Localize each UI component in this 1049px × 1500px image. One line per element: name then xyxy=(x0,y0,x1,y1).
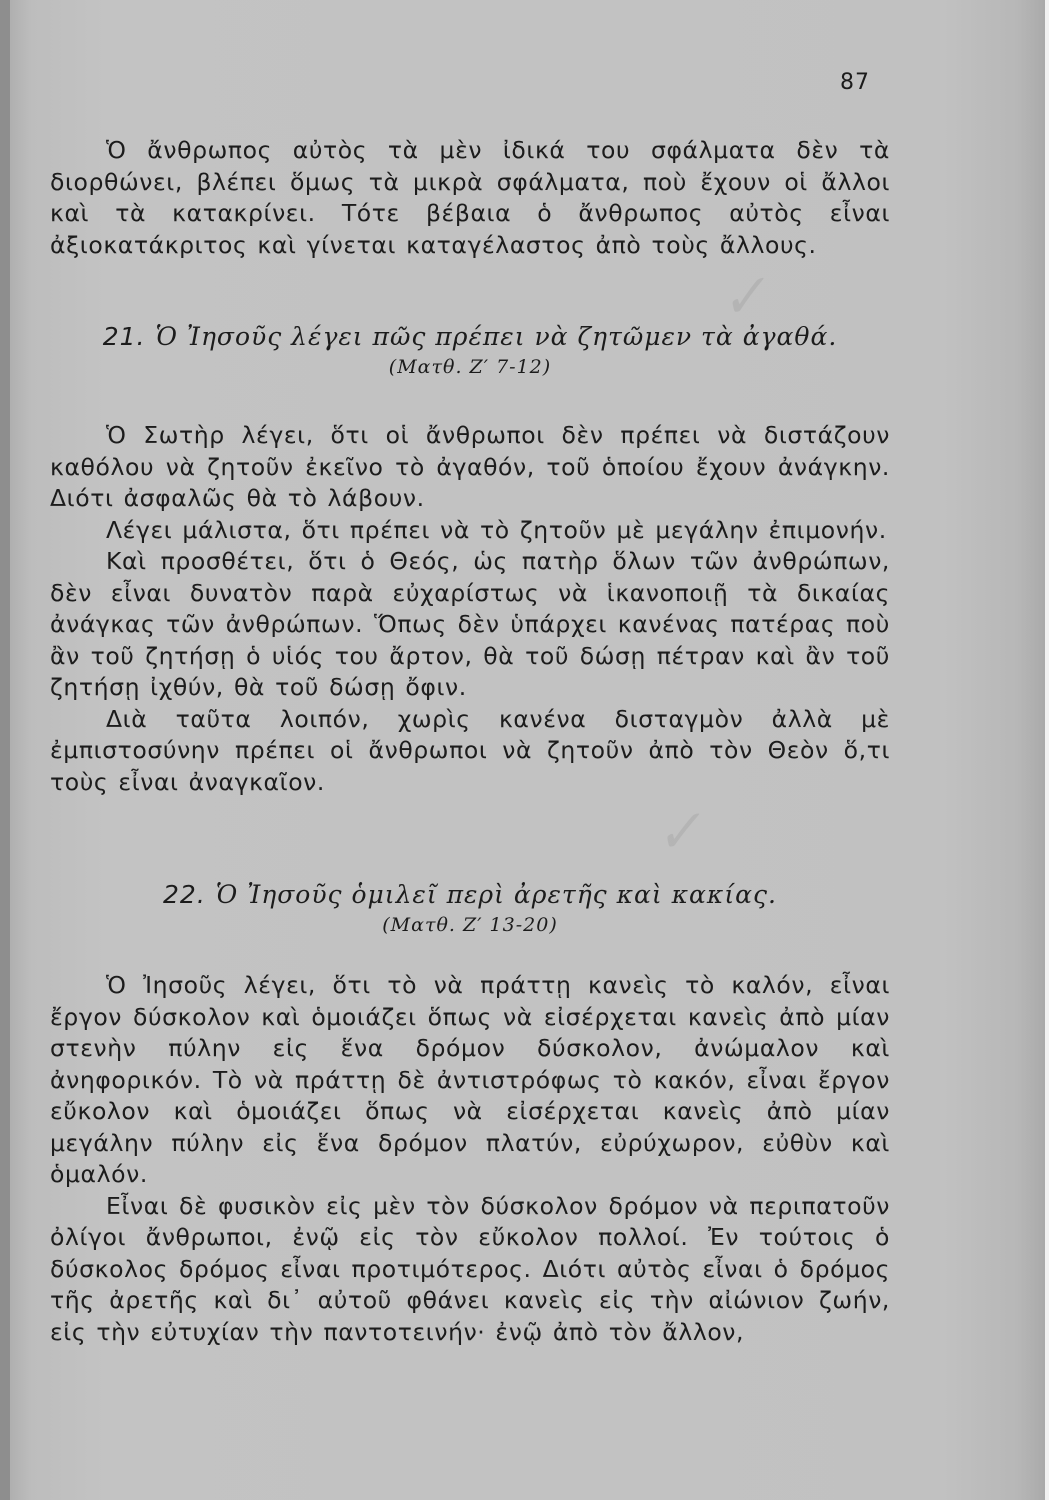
section-21-body xyxy=(50,420,890,798)
section-title: Ὁ Ἰησοῦς ὁμιλεῖ περὶ ἀρετῆς καὶ κακίας. xyxy=(215,880,777,909)
paragraph: Καὶ προσθέτει, ὅτι ὁ Θεός, ὡς πατὴρ ὅλων τῶν ἀνθρώπων, δὲν εἶναι δυνατὸν παρὰ εὐχαρίστως νὰ ἱκανοποιῇ τὰ δικαίας ἀνάγκας τῶν ἀνθρώπων. Ὅπως δὲν ὑπάρχει κανένας πατέρας ποὺ ἂν τοῦ ζητήσῃ ὁ υἱός του ἄρτον, θὰ τοῦ δώσῃ πέτραν καὶ ἂν τοῦ ζητήσῃ ἰχθύν, θὰ τοῦ δώσῃ ὄφιν. xyxy=(50,547,890,701)
section-number: 22. xyxy=(163,880,206,909)
faint-pencil-mark: ✓ xyxy=(715,262,772,333)
section-21-heading xyxy=(50,322,890,351)
section-22-body xyxy=(50,970,890,1348)
page-right-edge xyxy=(1045,0,1049,1500)
section-title: Ὁ Ἰησοῦς λέγει πῶς πρέπει νὰ ζητῶμεν τὰ ἀγαθά. xyxy=(155,322,838,351)
page-left-edge xyxy=(0,0,10,1500)
opening-paragraph-block xyxy=(50,135,890,261)
faint-pencil-mark: ✓ xyxy=(651,797,706,868)
paragraph: Διὰ ταῦτα λοιπόν, χωρὶς κανένα δισταγμὸν ἀλλὰ μὲ ἐμπιστοσύνην πρέπει οἱ ἄνθρωποι νὰ ζητοῦν ἀπὸ τὸν Θεὸν ὅ,τι τοὺς εἶναι ἀναγκαῖον. xyxy=(50,704,890,796)
paragraph: Ὁ Ἰησοῦς λέγει, ὅτι τὸ νὰ πράττῃ κανεὶς τὸ καλόν, εἶναι ἔργον δύσκολον καὶ ὁμοιάζει ὅπως νὰ εἰσέρχεται κανεὶς ἀπὸ μίαν στενὴν πύλην εἰς ἕνα δρόμον δύσκολον, ἀνώμαλον καὶ ἀνηφορικόν. Τὸ νὰ πράττῃ δὲ ἀντιστρόφως τὸ κακόν, εἶναι ἔργον εὔκολον καὶ ὁμοιάζει ὅπως νὰ εἰσέρχεται κανεὶς ἀπὸ μίαν μεγάλην πύλην εἰς ἕνα δρόμον πλατύν, εὐρύχωρον, εὐθὺν καὶ ὁμαλόν. xyxy=(50,971,890,1188)
section-number: 21. xyxy=(102,322,146,351)
section-21-reference: (Ματθ. Ζ′ 7-12) xyxy=(388,356,552,378)
paragraph: Ὁ Σωτὴρ λέγει, ὅτι οἱ ἄνθρωποι δὲν πρέπει νὰ διστάζουν καθόλου νὰ ζητοῦν ἐκεῖνο τὸ ἀγαθόν, τοῦ ὁποίου ἔχουν ἀνάγκην. Διότι ἀσφαλῶς θὰ τὸ λάβουν. xyxy=(50,421,890,512)
section-22-heading xyxy=(50,880,890,909)
paragraph: Ὁ ἄνθρωπος αὐτὸς τὰ μὲν ἰδικά του σφάλματα δὲν τὰ διορθώνει, βλέπει ὅμως τὰ μικρὰ σφάλματα, ποὺ ἔχουν οἱ ἄλλοι καὶ τὰ κατακρίνει. Τότε βέβαια ὁ ἄνθρωπος αὐτὸς εἶναι ἀξιοκατάκριτος καὶ γίνεται καταγέλαστος ἀπὸ τοὺς ἄλλους. xyxy=(50,136,890,259)
section-22-reference: (Ματθ. Ζ′ 13-20) xyxy=(382,914,558,936)
paragraph: Εἶναι δὲ φυσικὸν εἰς μὲν τὸν δύσκολον δρόμον νὰ περιπατοῦν ὀλίγοι ἄνθρωποι, ἐνῷ εἰς τὸν εὔκολον πολλοί. Ἐν τούτοις ὁ δύσκολος δρόμος εἶναι προτιμότερος. Διότι αὐτὸς εἶναι ὁ δρόμος τῆς ἀρετῆς καὶ δι᾽ αὐτοῦ φθάνει κανεὶς εἰς τὴν αἰώνιον ζωήν, εἰς τὴν εὐτυχίαν τὴν παντοτεινήν· ἐνῷ ἀπὸ τὸν ἄλλον, xyxy=(50,1191,890,1346)
page-number: 87 xyxy=(840,70,870,95)
paragraph: Λέγει μάλιστα, ὅτι πρέπει νὰ τὸ ζητοῦν μὲ μεγάλην ἐπιμονήν. xyxy=(106,515,887,544)
